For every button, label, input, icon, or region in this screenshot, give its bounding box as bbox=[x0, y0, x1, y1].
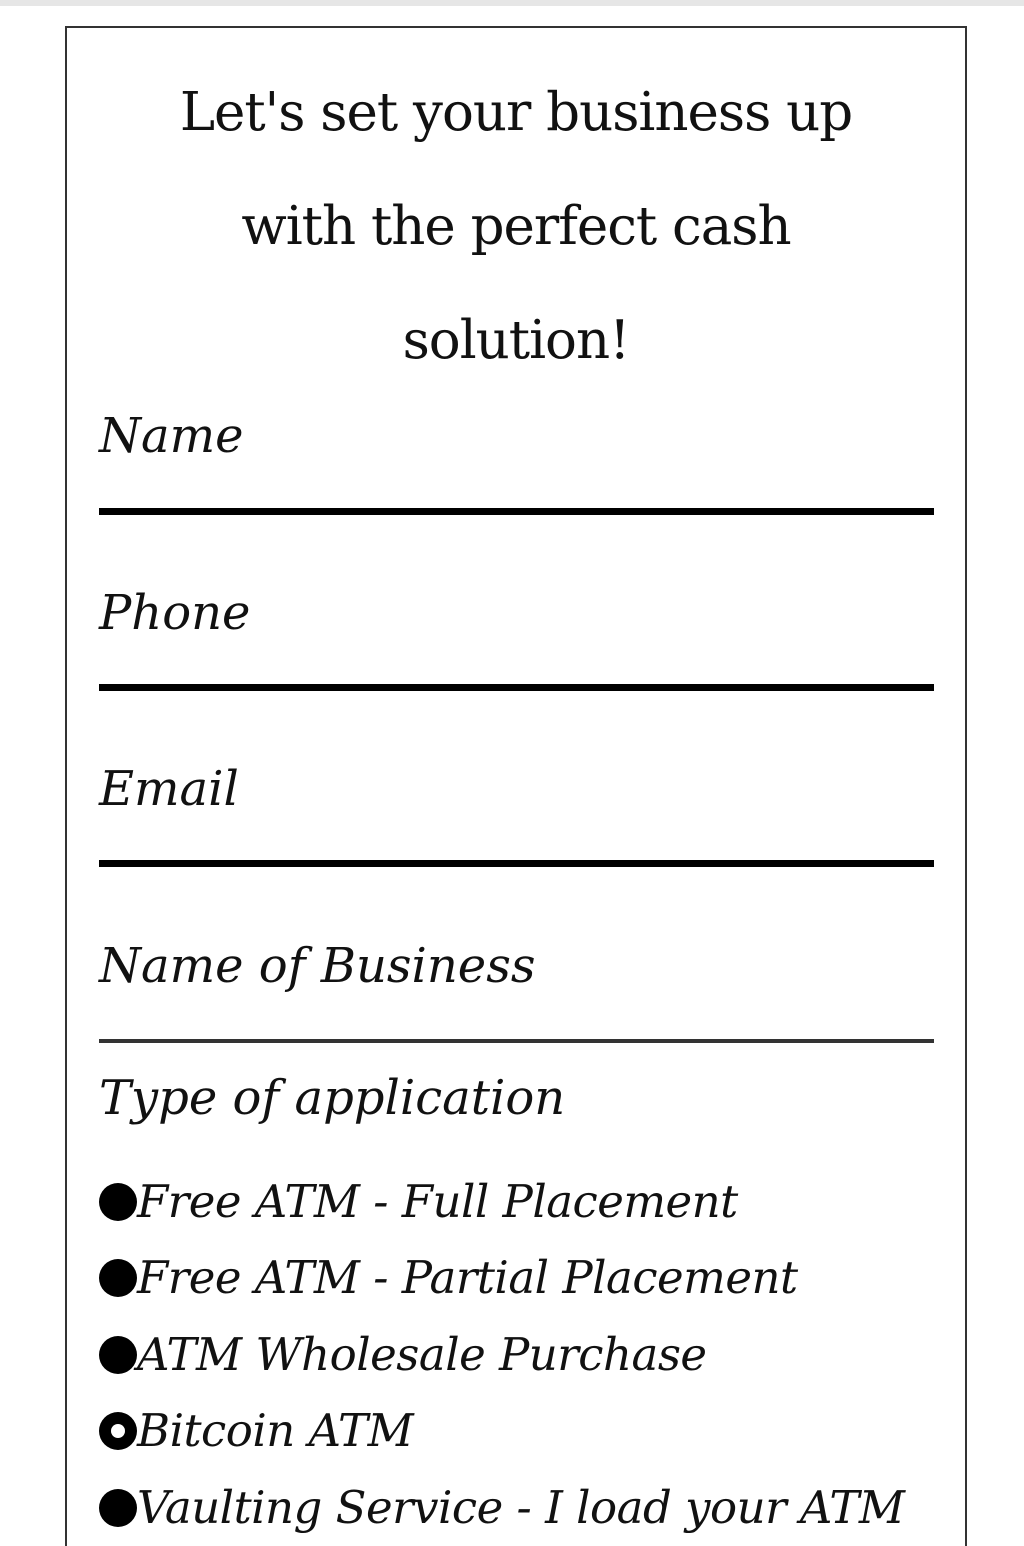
headline-line: with the perfect cash bbox=[241, 196, 791, 257]
name-label: Name bbox=[99, 408, 244, 464]
radio-option-label: Free ATM - Full Placement bbox=[137, 1175, 738, 1228]
radio-button-icon[interactable] bbox=[99, 1183, 137, 1221]
application-type-label: Type of application bbox=[99, 1070, 566, 1126]
form-headline bbox=[67, 56, 965, 398]
business-setup-form bbox=[65, 26, 967, 1546]
name-input[interactable] bbox=[99, 406, 934, 466]
radio-option-label: ATM Wholesale Purchase bbox=[137, 1328, 707, 1381]
business-name-input[interactable] bbox=[99, 936, 934, 996]
radio-button-icon[interactable] bbox=[99, 1259, 137, 1297]
radio-button-icon[interactable] bbox=[99, 1489, 137, 1527]
radio-option-label: Free ATM - Partial Placement bbox=[137, 1251, 798, 1304]
email-underline bbox=[99, 860, 934, 867]
name-underline bbox=[99, 508, 934, 515]
phone-label: Phone bbox=[99, 585, 251, 641]
radio-button-selected-icon[interactable] bbox=[99, 1412, 137, 1450]
radio-option-label: Bitcoin ATM bbox=[137, 1404, 414, 1457]
radio-option-wholesale[interactable] bbox=[99, 1325, 707, 1385]
email-input[interactable] bbox=[99, 759, 934, 819]
radio-option-free-atm-partial[interactable] bbox=[99, 1248, 798, 1308]
radio-option-vaulting[interactable] bbox=[99, 1478, 905, 1538]
radio-option-label: Vaulting Service - I load your ATM bbox=[137, 1481, 905, 1534]
business-name-label: Name of Business bbox=[99, 938, 536, 994]
headline-line: Let's set your business up bbox=[179, 82, 853, 143]
phone-underline bbox=[99, 684, 934, 691]
top-divider bbox=[0, 0, 1024, 6]
radio-option-free-atm-full[interactable] bbox=[99, 1172, 738, 1232]
email-label: Email bbox=[99, 761, 239, 817]
phone-input[interactable] bbox=[99, 583, 934, 643]
radio-button-icon[interactable] bbox=[99, 1336, 137, 1374]
radio-option-bitcoin-atm[interactable] bbox=[99, 1401, 413, 1461]
headline-line: solution! bbox=[402, 310, 630, 371]
business-name-underline bbox=[99, 1039, 934, 1043]
